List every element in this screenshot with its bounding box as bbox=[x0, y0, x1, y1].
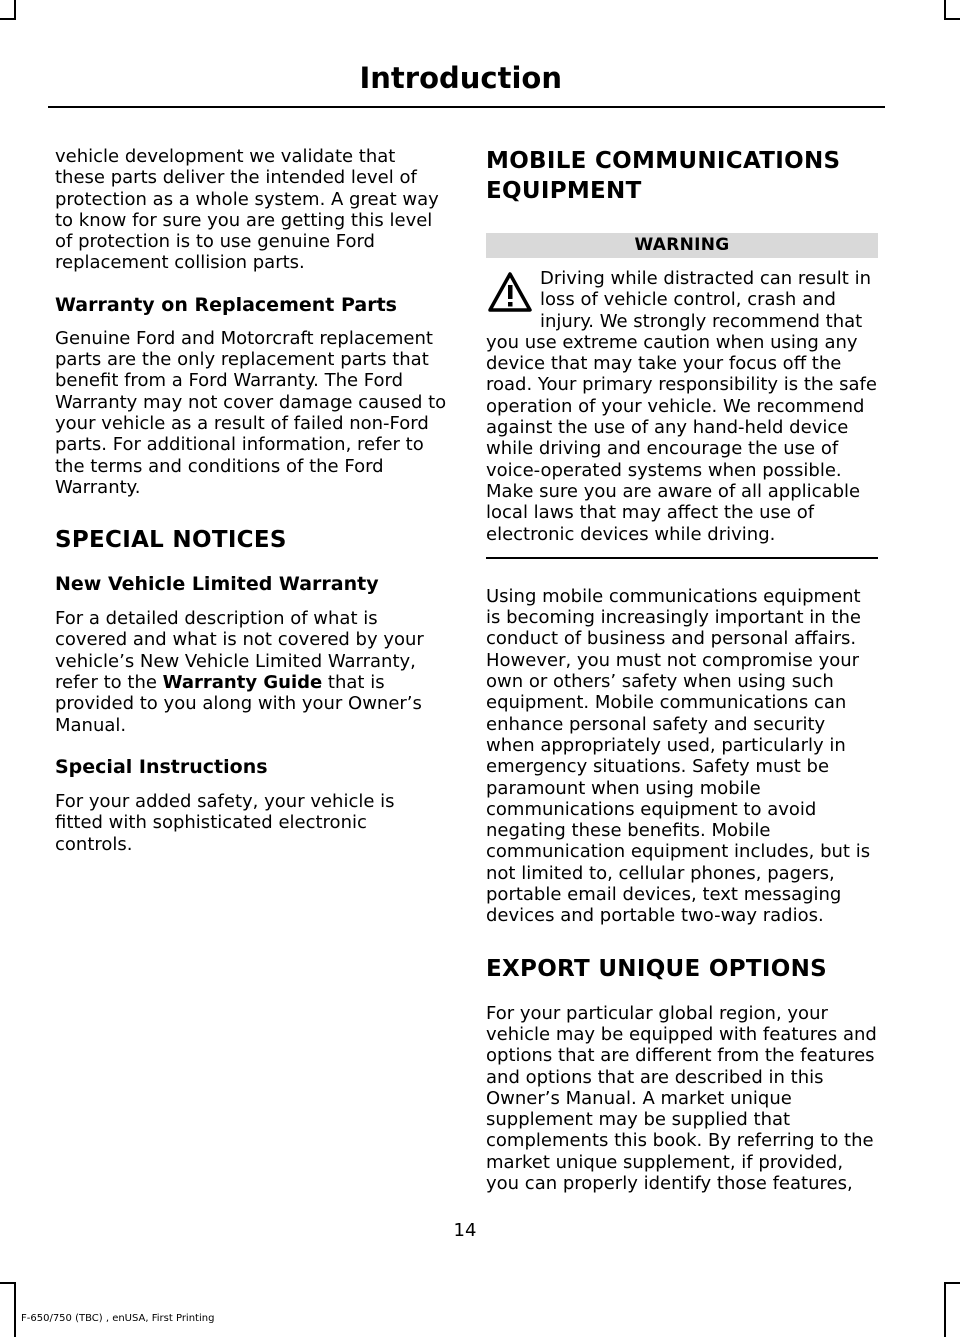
crop-mark-bottom-left-v bbox=[14, 1282, 16, 1337]
mobile-comm-heading bbox=[486, 146, 878, 206]
crop-mark-top-right-v bbox=[944, 0, 946, 20]
crop-mark-top-left-v bbox=[14, 0, 16, 20]
warning-triangle-icon bbox=[486, 270, 534, 314]
edition-footer: F-650/750 (TBC) , enUSA, First Printing bbox=[21, 1313, 215, 1324]
warranty-replacement-paragraph: Genuine Ford and Motorcraft replacement parts are the only replacement parts that benefit from a Ford Warranty. The Ford Warranty may not cover damage caused to your vehicle as a result of failed non-Ford parts. For additional information, refer to the terms and conditions of the Ford Warranty. bbox=[55, 327, 447, 498]
mobile-comm-heading-line1: MOBILE COMMUNICATIONS bbox=[486, 148, 841, 174]
warranty-text-after: that is provided to you along with your Owner’s Manual. bbox=[55, 672, 422, 736]
export-options-heading: EXPORT UNIQUE OPTIONS bbox=[486, 955, 827, 982]
special-instructions-heading: Special Instructions bbox=[55, 755, 268, 778]
new-vehicle-warranty-paragraph bbox=[55, 608, 447, 736]
warranty-text-before: For a detailed description of what is covered and what is not covered by your vehicle’s New Vehicle Limited Warranty, refer to the bbox=[55, 608, 424, 694]
special-instructions-paragraph: For your added safety, your vehicle is fitted with sophisticated electronic controls. bbox=[55, 790, 395, 855]
collision-parts-paragraph: vehicle development we validate that these parts deliver the intended level of protection as a whole system. A great way to know for sure you are getting this level of protection is to use genuine Ford replacement collision parts. bbox=[55, 146, 439, 274]
warranty-replacement-heading: Warranty on Replacement Parts bbox=[55, 293, 397, 316]
section-title: Introduction bbox=[359, 61, 562, 95]
special-notices-heading: SPECIAL NOTICES bbox=[55, 527, 287, 554]
header-rule bbox=[48, 106, 885, 108]
crop-mark-top-right-h bbox=[944, 18, 960, 20]
warning-label: WARNING bbox=[486, 233, 878, 258]
export-options-paragraph: For your particular global region, your vehicle may be equipped with features and options that are different from the features and options that are described in this Owner’s Manual. A market unique supplement may be supplied that complements this book. By referring to the market unique supplement, if provided, you can properly identify those features, bbox=[486, 1002, 877, 1194]
warning-text: Driving while distracted can result in loss of vehicle control, crash and injury. We strongly recommend that you use extreme caution when using any device that may take your focus off the road. Your primary responsibility is the safe operation of your vehicle. We recommend against the use of any hand-held device while driving and encourage the use of voice-operated systems when possible. Make sure you are aware of all applicable local laws that may affect the use of electronic devices while driving. bbox=[486, 268, 877, 545]
mobile-comm-paragraph: Using mobile communications equipment is becoming increasingly important in the conduct of business and personal affairs. However, you must not compromise your own or others’ safety when using such equipment. Mobile communications can enhance personal safety and security when appropriately used, particularly in emergency situations. Safety must be paramount when using mobile communications equipment to avoid negating these benefits. Mobile communication equipment includes, but is not limited to, cellular phones, pagers, portable email devices, text messaging devices and portable two-way radios. bbox=[486, 585, 871, 927]
crop-mark-top-left-h bbox=[0, 18, 16, 20]
warning-box bbox=[486, 268, 878, 559]
crop-mark-bottom-right-h bbox=[944, 1282, 960, 1284]
crop-mark-bottom-right-v bbox=[944, 1282, 946, 1337]
left-column bbox=[55, 146, 447, 855]
right-column bbox=[486, 146, 878, 1194]
page-number: 14 bbox=[453, 1220, 477, 1241]
crop-mark-bottom-left-h bbox=[0, 1282, 16, 1284]
new-vehicle-warranty-heading: New Vehicle Limited Warranty bbox=[55, 573, 379, 596]
warranty-guide-reference: Warranty Guide bbox=[162, 672, 323, 694]
mobile-comm-heading-line2: EQUIPMENT bbox=[486, 178, 642, 204]
